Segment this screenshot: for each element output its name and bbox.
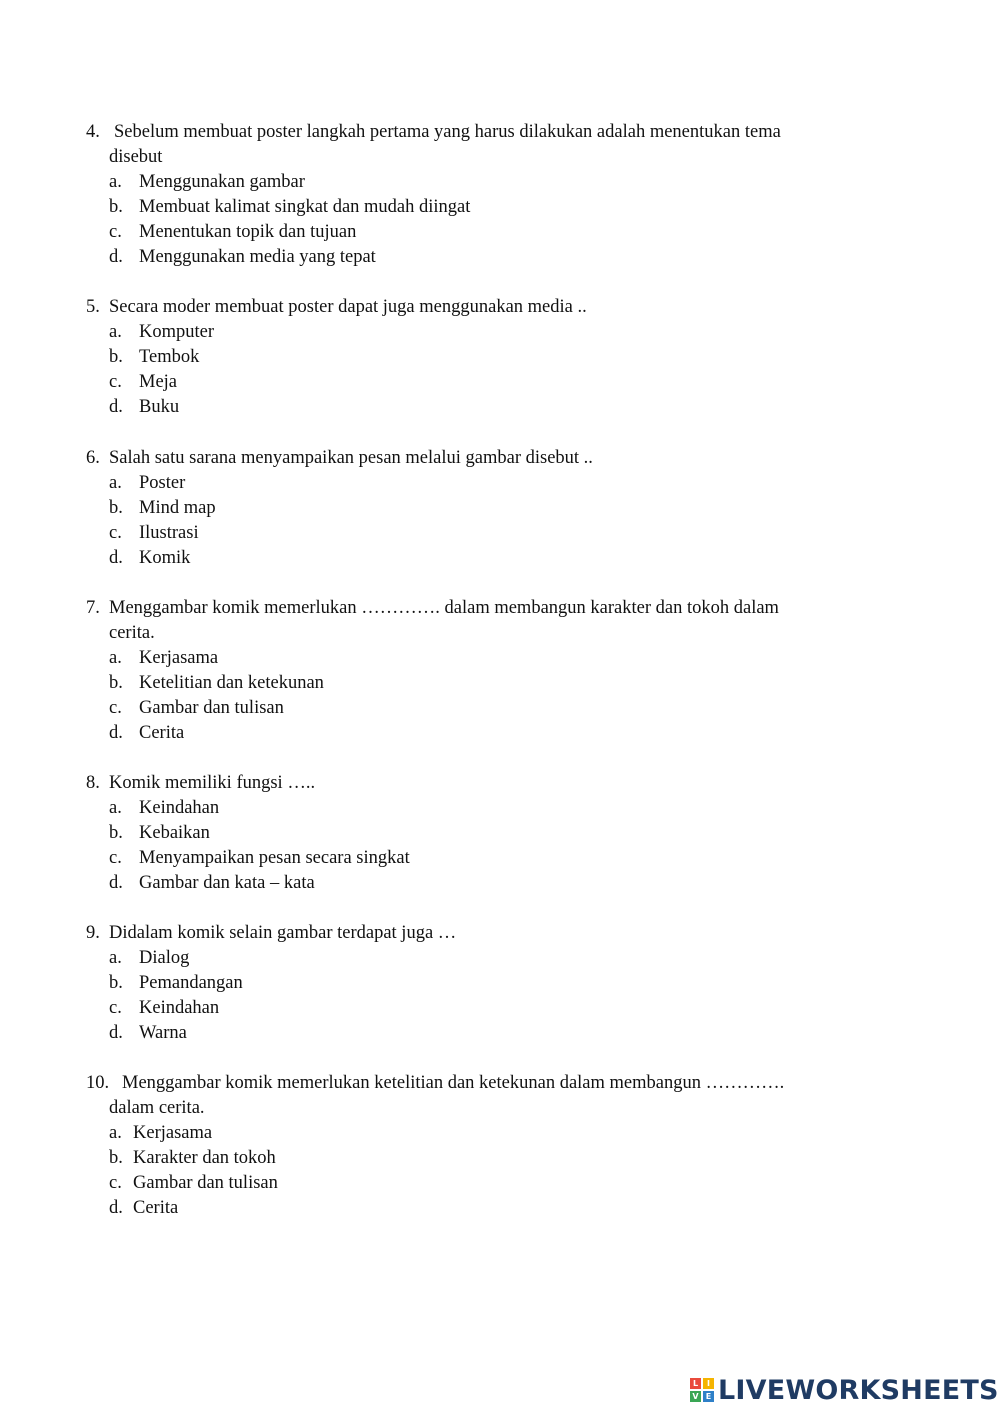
option-letter: a. (109, 172, 122, 192)
option-text: Tembok (139, 347, 200, 367)
option-letter: d. (109, 397, 123, 417)
option-letter: d. (109, 873, 123, 893)
option-text: Membuat kalimat singkat dan mudah diingat (139, 197, 471, 217)
option-text: Keindahan (139, 998, 220, 1018)
question-text: Komik memiliki fungsi ….. (109, 773, 316, 793)
question-text-continued: cerita. (109, 623, 155, 643)
option-text: Gambar dan tulisan (133, 1173, 278, 1193)
option-text: Gambar dan tulisan (139, 698, 284, 718)
option-letter: a. (109, 648, 122, 668)
question-text-continued: disebut (109, 147, 163, 167)
option-letter: c. (109, 698, 122, 718)
question-text: Secara moder membuat poster dapat juga menggunakan media .. (109, 297, 587, 317)
option-letter: c. (109, 523, 122, 543)
option-text: Komputer (139, 322, 215, 342)
option-letter: c. (109, 372, 122, 392)
option-text: Gambar dan kata – kata (139, 873, 315, 893)
option-text: Kerjasama (139, 648, 219, 668)
option-letter: c. (109, 848, 122, 868)
logo-cell: V (690, 1391, 701, 1402)
logo-cell: L (690, 1378, 701, 1389)
option-letter: d. (109, 723, 123, 743)
option-letter: d. (109, 548, 123, 568)
logo-mark-icon (690, 1378, 714, 1402)
option-letter: b. (109, 1148, 123, 1168)
option-text: Dialog (139, 948, 190, 968)
option-text: Kerjasama (133, 1123, 213, 1143)
option-letter: a. (109, 473, 122, 493)
option-letter: c. (109, 998, 122, 1018)
option-text: Ilustrasi (139, 523, 199, 543)
option-letter: b. (109, 498, 123, 518)
option-letter: c. (109, 222, 122, 242)
question-text: Sebelum membuat poster langkah pertama yang harus dilakukan adalah menentukan tema (114, 122, 781, 142)
option-letter: c. (109, 1173, 122, 1193)
option-text: Meja (139, 372, 178, 392)
question-text: Salah satu sarana menyampaikan pesan melalui gambar disebut .. (109, 448, 593, 468)
option-text: Menentukan topik dan tujuan (139, 222, 357, 242)
question-text: Menggambar komik memerlukan …………. dalam membangun karakter dan tokoh dalam (109, 598, 779, 618)
option-letter: b. (109, 673, 123, 693)
brand-name: LIVEWORKSHEETS (718, 1374, 999, 1406)
option-text: Poster (139, 473, 186, 493)
option-text: Cerita (133, 1198, 179, 1218)
option-text: Ketelitian dan ketekunan (139, 673, 324, 693)
logo-cell: E (703, 1391, 714, 1402)
option-text: Menyampaikan pesan secara singkat (139, 848, 410, 868)
option-text: Menggunakan media yang tepat (139, 247, 376, 267)
question-text: Didalam komik selain gambar terdapat juga … (109, 923, 457, 943)
question-number: 6. (86, 448, 100, 468)
question-number: 10. (86, 1073, 110, 1093)
option-letter: d. (109, 1023, 123, 1043)
question-text: Menggambar komik memerlukan ketelitian dan ketekunan dalam membangun …………. (122, 1073, 785, 1093)
question-number: 9. (86, 923, 100, 943)
option-letter: b. (109, 347, 123, 367)
option-letter: d. (109, 1198, 123, 1218)
option-letter: a. (109, 948, 122, 968)
question-number: 7. (86, 598, 100, 618)
option-text: Warna (139, 1023, 187, 1043)
option-text: Keindahan (139, 798, 220, 818)
option-text: Kebaikan (139, 823, 210, 843)
option-text: Pemandangan (139, 973, 243, 993)
option-letter: b. (109, 823, 123, 843)
option-text: Menggunakan gambar (139, 172, 305, 192)
option-text: Cerita (139, 723, 185, 743)
question-number: 8. (86, 773, 100, 793)
option-text: Komik (139, 548, 191, 568)
option-letter: d. (109, 247, 123, 267)
option-letter: a. (109, 1123, 122, 1143)
question-text-continued: dalam cerita. (109, 1098, 205, 1118)
option-letter: b. (109, 197, 123, 217)
question-number: 5. (86, 297, 100, 317)
option-letter: a. (109, 798, 122, 818)
question-number: 4. (86, 122, 100, 142)
option-text: Buku (139, 397, 180, 417)
option-letter: a. (109, 322, 122, 342)
option-text: Mind map (139, 498, 216, 518)
option-letter: b. (109, 973, 123, 993)
liveworksheets-logo (690, 1372, 999, 1408)
logo-cell: I (703, 1378, 714, 1389)
option-text: Karakter dan tokoh (133, 1148, 276, 1168)
